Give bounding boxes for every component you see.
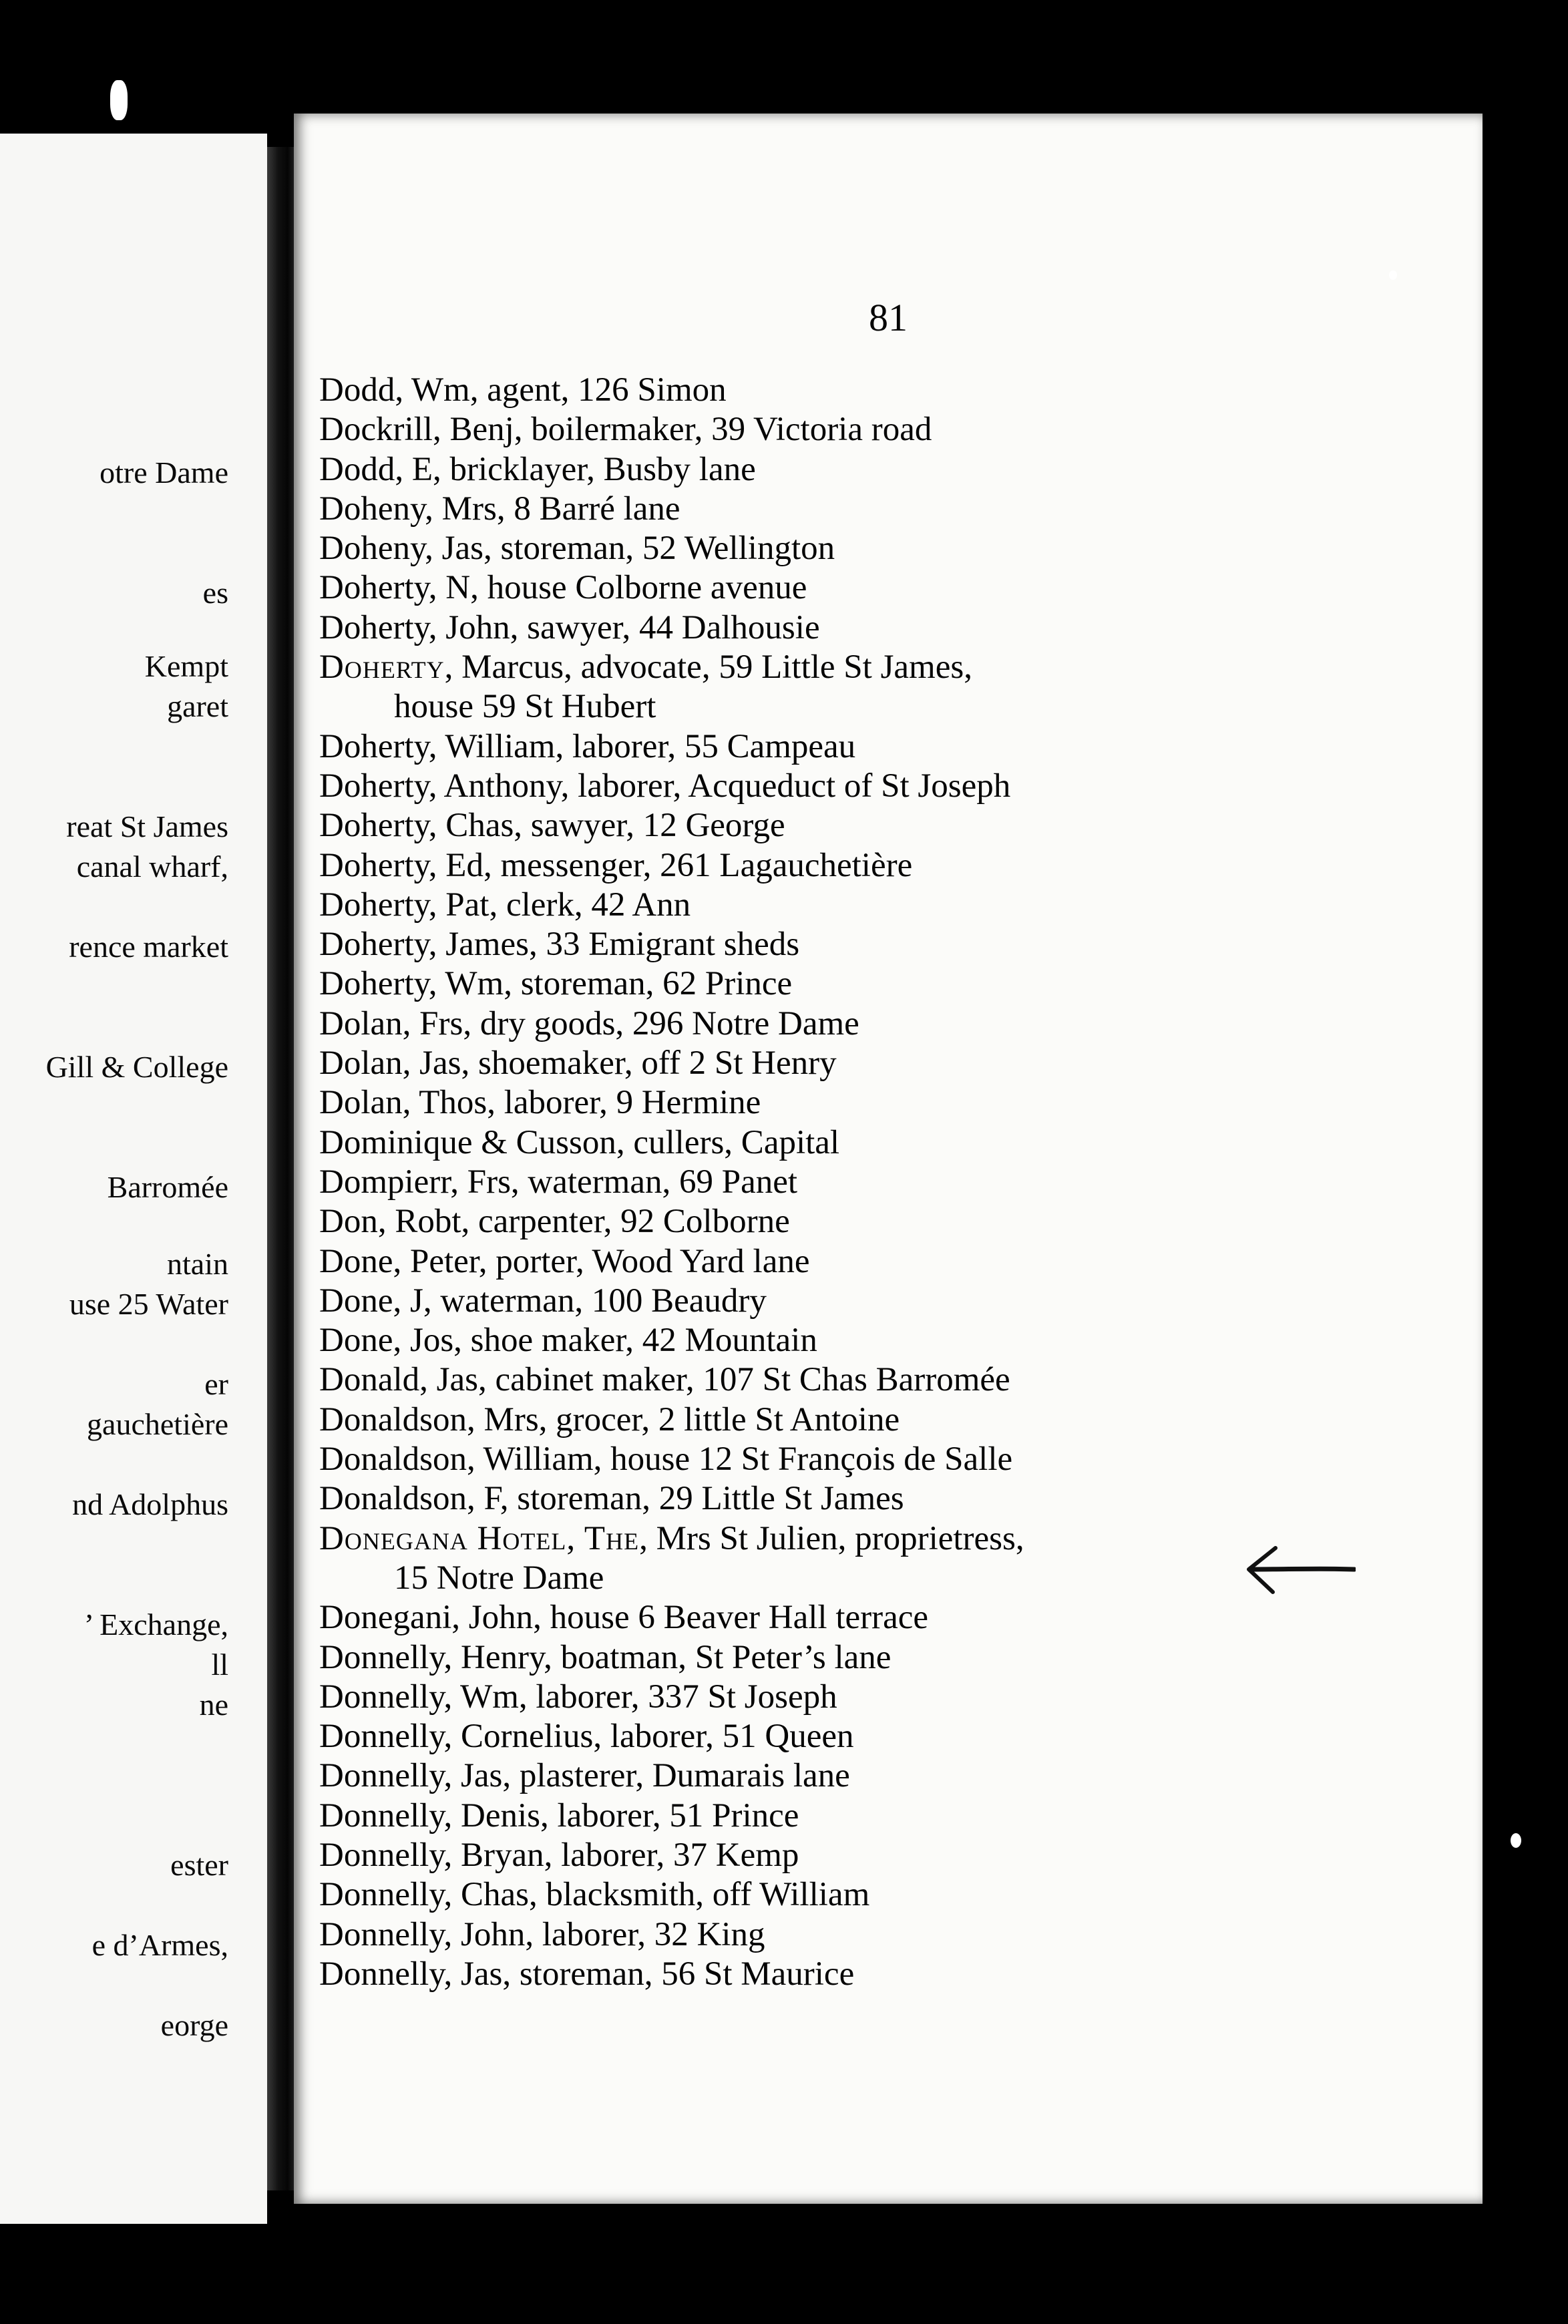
list-item: Donnelly, Cornelius, laborer, 51 Queen — [319, 1718, 854, 1756]
page-number: 81 — [869, 296, 908, 339]
list-item: Donald, Jas, cabinet maker, 107 St Chas Barromée — [319, 1361, 1010, 1399]
entry-rest: , Marcus, advocate, 59 Little St James, — [444, 648, 972, 687]
list-item: Doherty, Anthony, laborer, Acqueduct of St Joseph — [319, 767, 1011, 805]
list-item: Donnelly, Jas, plasterer, Dumarais lane — [319, 1757, 850, 1795]
left-fragment: nd Adolphus — [72, 1487, 228, 1521]
list-item: Doherty, Chas, sawyer, 12 George — [319, 807, 785, 845]
scan-speck — [1511, 1833, 1521, 1848]
entry-continuation: 15 Notre Dame — [394, 1559, 604, 1597]
left-fragment: Gill & College — [45, 1050, 228, 1084]
list-item: Doherty, John, sawyer, 44 Dalhousie — [319, 608, 820, 646]
list-item-multiline — [319, 648, 1468, 727]
left-fragment: ntain — [167, 1247, 228, 1281]
left-fragment: e d’Armes, — [91, 1928, 228, 1962]
list-item: Donaldson, William, house 12 St François de Salle — [319, 1440, 1013, 1479]
left-fragment: ll — [211, 1648, 228, 1682]
list-item: Don, Robt, carpenter, 92 Colborne — [319, 1203, 790, 1241]
list-item: Doherty, William, laborer, 55 Campeau — [319, 727, 856, 765]
left-fragment: otre Dame — [100, 455, 228, 490]
list-item: Doherty, N, house Colborne avenue — [319, 569, 807, 607]
entry-continuation: house 59 St Hubert — [394, 688, 656, 726]
list-item: Doherty, James, 33 Emigrant sheds — [319, 926, 800, 964]
list-item: Dockrill, Benj, boilermaker, 39 Victoria road — [319, 411, 932, 449]
list-item: Dodd, E, bricklayer, Busby lane — [319, 450, 756, 488]
scan-speck — [110, 80, 128, 120]
list-item: Donnelly, Chas, blacksmith, off William — [319, 1876, 870, 1914]
list-item: Dolan, Jas, shoemaker, off 2 St Henry — [319, 1044, 837, 1083]
list-item: Doherty, Ed, messenger, 261 Lagauchetière — [319, 846, 913, 884]
left-fragment: es — [202, 576, 228, 610]
list-item: Donnelly, Wm, laborer, 337 St Joseph — [319, 1678, 837, 1716]
list-item: Donnelly, Jas, storeman, 56 St Maurice — [319, 1955, 855, 1993]
list-item: Donegani, John, house 6 Beaver Hall terrace — [319, 1599, 928, 1637]
left-fragment: use 25 Water — [69, 1287, 228, 1321]
list-item: Done, J, waterman, 100 Beaudry — [319, 1282, 767, 1320]
left-fragment: ’ Exchange, — [83, 1607, 228, 1641]
left-fragment: Barromée — [107, 1170, 228, 1204]
entry-name-small-caps: Donegana Hotel, The — [319, 1519, 640, 1557]
left-arrow-icon — [1242, 1543, 1356, 1596]
list-item: Dompierr, Frs, waterman, 69 Panet — [319, 1163, 798, 1201]
list-item: Dominique & Cusson, cullers, Capital — [319, 1123, 840, 1161]
list-item: Doherty, Pat, clerk, 42 Ann — [319, 886, 691, 924]
directory-page — [294, 114, 1483, 2204]
left-fragment: ne — [199, 1688, 228, 1722]
directory-entries — [319, 371, 1468, 1994]
left-fragment: rence market — [69, 930, 228, 964]
list-item: Dolan, Thos, laborer, 9 Hermine — [319, 1084, 761, 1122]
left-fragment: eorge — [160, 2008, 228, 2042]
list-item: Donaldson, Mrs, grocer, 2 little St Antoine — [319, 1400, 900, 1438]
list-item: Donaldson, F, storeman, 29 Little St James — [319, 1480, 904, 1518]
list-item: Donnelly, Denis, laborer, 51 Prince — [319, 1796, 799, 1834]
left-fragment: gauchetière — [87, 1407, 228, 1441]
list-item: Donnelly, Henry, boatman, St Peter’s lane — [319, 1638, 892, 1676]
scan-speck — [1389, 270, 1397, 280]
left-fragment: er — [204, 1367, 228, 1401]
entry-name-small-caps: Doherty — [319, 648, 445, 687]
list-item: Dolan, Frs, dry goods, 296 Notre Dame — [319, 1004, 859, 1042]
left-fragment: reat St James — [66, 809, 228, 843]
list-item: Done, Jos, shoe maker, 42 Mountain — [319, 1322, 817, 1360]
list-item: Donnelly, John, laborer, 32 King — [319, 1915, 765, 1953]
entry-rest: , Mrs St Julien, proprietress, — [639, 1519, 1024, 1557]
left-fragment: garet — [167, 689, 228, 723]
left-fragment: Kempt — [144, 649, 228, 683]
left-fragment: ester — [170, 1848, 228, 1882]
list-item: Dodd, Wm, agent, 126 Simon — [319, 371, 727, 409]
list-item: Done, Peter, porter, Wood Yard lane — [319, 1242, 810, 1280]
list-item: Doherty, Wm, storeman, 62 Prince — [319, 965, 793, 1003]
list-item: Doheny, Mrs, 8 Barré lane — [319, 490, 680, 528]
left-fragment: canal wharf, — [76, 849, 228, 884]
left-facing-page — [0, 134, 267, 2224]
list-item: Donnelly, Bryan, laborer, 37 Kemp — [319, 1836, 799, 1874]
list-item: Doheny, Jas, storeman, 52 Wellington — [319, 530, 835, 568]
